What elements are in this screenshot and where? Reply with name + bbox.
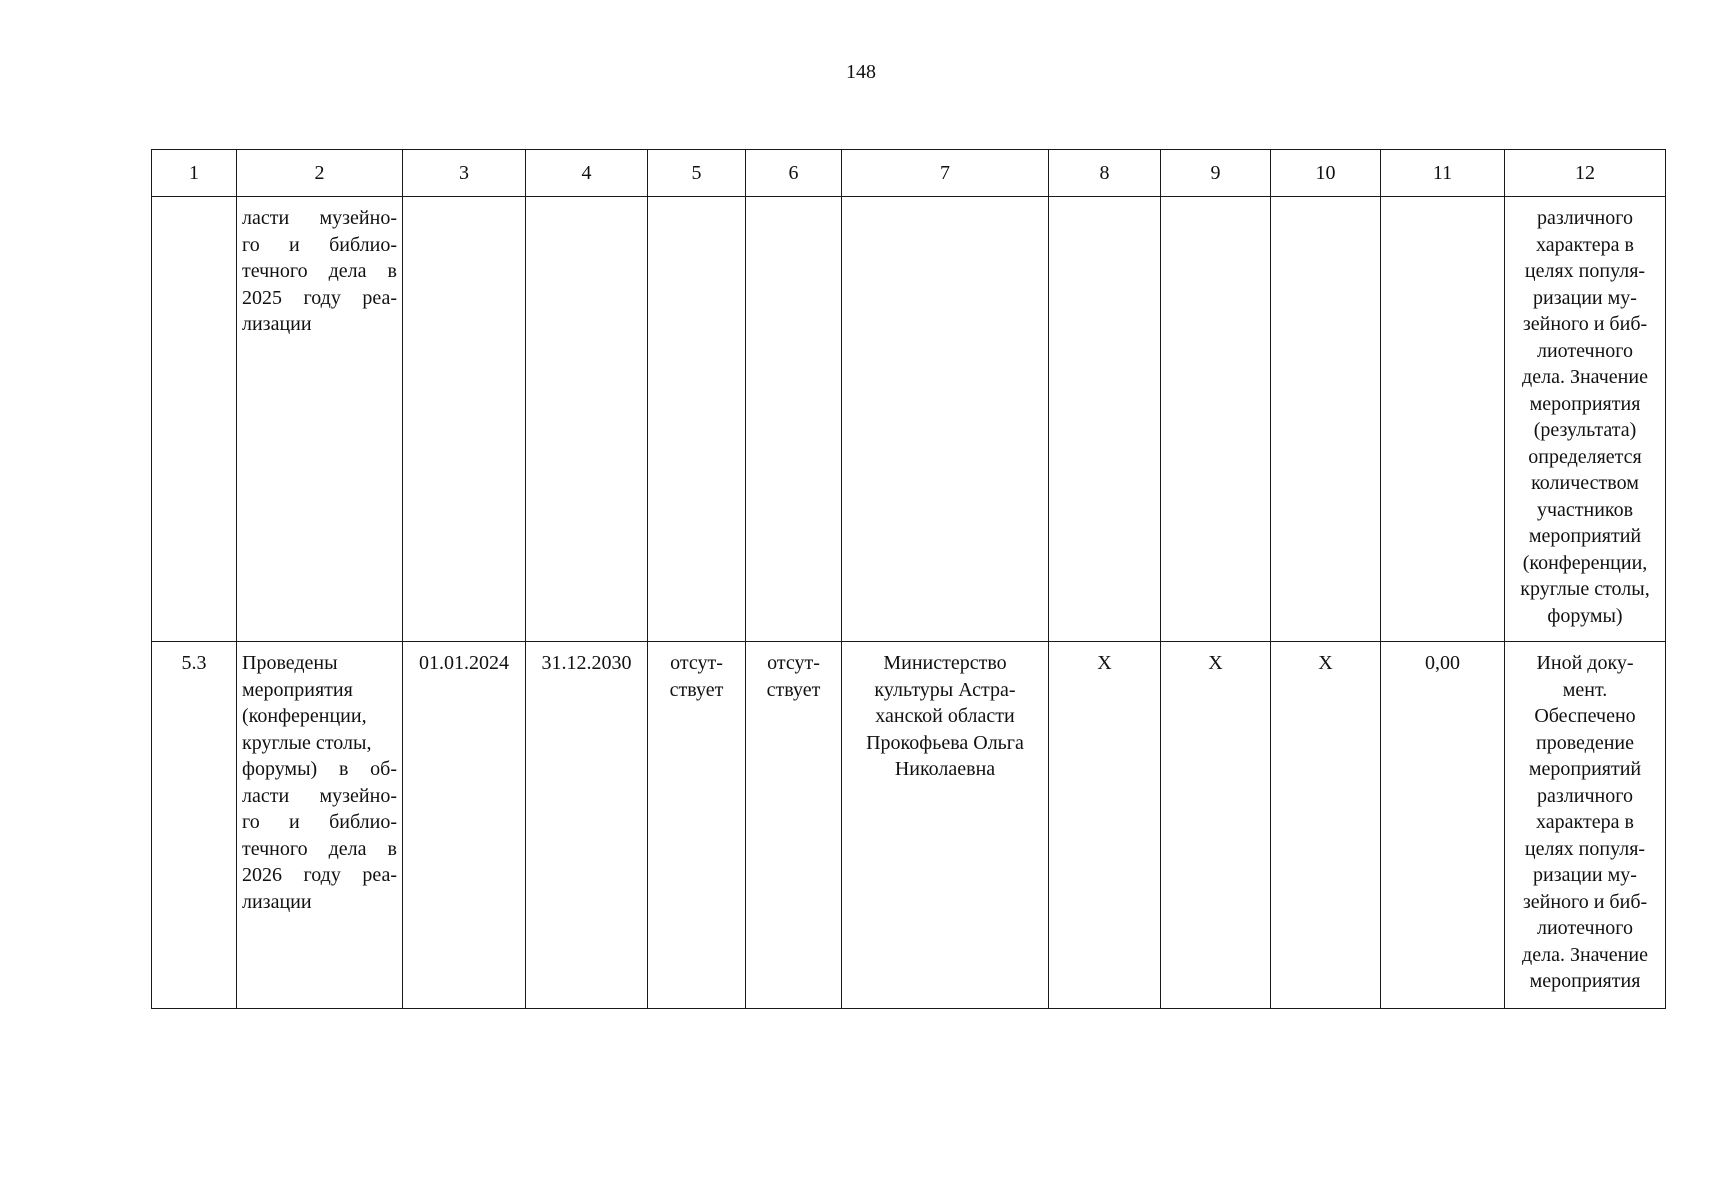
table-header-row xyxy=(152,150,1666,197)
text-line: различного xyxy=(1537,207,1633,229)
col9-value: Х xyxy=(1208,652,1223,674)
table-cell-start-date xyxy=(403,642,526,1009)
table-cell-empty xyxy=(152,197,237,642)
table-cell-empty xyxy=(1161,197,1271,642)
text-line: ласти музейно- xyxy=(242,207,397,229)
text-line: течного дела в xyxy=(242,837,397,860)
page-number: 148 xyxy=(846,61,876,83)
table-cell-responsible xyxy=(842,642,1049,1009)
text-line: характера в xyxy=(1536,811,1634,833)
text-line: ласти музейно- xyxy=(242,784,397,807)
table-header-cell: 6 xyxy=(746,150,842,197)
table-cell-name-continuation xyxy=(237,197,403,642)
data-table xyxy=(151,149,1666,1009)
table-header-cell: 12 xyxy=(1505,150,1666,197)
text-line: мероприятий xyxy=(1528,758,1642,780)
table-header-cell: 11 xyxy=(1381,150,1505,197)
table-cell-empty xyxy=(526,197,648,642)
table-header-cell: 2 xyxy=(237,150,403,197)
table-cell-empty xyxy=(1049,197,1161,642)
text-line: круглые столы, xyxy=(1520,578,1650,600)
col8-value: Х xyxy=(1097,652,1112,674)
text-line: форумы) xyxy=(1547,604,1623,627)
text-line: форумы) в об- xyxy=(242,758,397,780)
text-line: количеством xyxy=(1531,472,1639,494)
text-line: (конференции, xyxy=(242,705,367,727)
table-cell-empty xyxy=(1381,197,1505,642)
text-line: проведение xyxy=(1536,731,1634,754)
table-cell-col8 xyxy=(1049,642,1161,1009)
table-cell-col10 xyxy=(1271,642,1381,1009)
text-line: мероприятия xyxy=(242,678,353,701)
text-line: круглые столы, xyxy=(242,731,372,754)
row-number: 5.3 xyxy=(181,652,207,674)
text-line: ризации му- xyxy=(1533,864,1637,886)
text-line: течного дела в xyxy=(242,260,397,282)
text-line: (конференции, xyxy=(1522,551,1648,574)
col10-value: Х xyxy=(1318,652,1333,674)
table-cell-col11 xyxy=(1381,642,1505,1009)
text-line: характера в xyxy=(1536,233,1634,256)
table-header-cell: 3 xyxy=(403,150,526,197)
table-row-5-3 xyxy=(152,642,1666,1009)
table-header-cell: 9 xyxy=(1161,150,1271,197)
col11-value: 0,00 xyxy=(1425,652,1460,674)
table-cell-empty xyxy=(746,197,842,642)
table-header-cell: 7 xyxy=(842,150,1049,197)
table-cell-result-continuation xyxy=(1505,197,1666,642)
text-line: определяется xyxy=(1528,445,1642,468)
text-line: ризации му- xyxy=(1533,286,1637,309)
table-header-cell: 1 xyxy=(152,150,237,197)
text-line: мент. xyxy=(1562,678,1608,701)
text-line: Прокофьева Ольга xyxy=(866,731,1024,754)
text-line: Иной доку- xyxy=(1536,652,1634,674)
text-line: 2026 году реа- xyxy=(242,864,397,886)
text-line: го и библио- xyxy=(242,811,397,833)
text-line: Обеспечено xyxy=(1534,705,1636,727)
text-line: лизации xyxy=(242,313,312,335)
text-line: различного xyxy=(1537,784,1633,807)
text-line: лизации xyxy=(242,890,312,913)
table-cell-result xyxy=(1505,642,1666,1009)
text-line: отсут- xyxy=(670,652,723,674)
table-cell-empty xyxy=(1271,197,1381,642)
text-line: зейного и биб- xyxy=(1522,313,1648,335)
start-date: 01.01.2024 xyxy=(419,652,509,674)
text-line: ствует xyxy=(669,678,724,701)
text-line: целях популя- xyxy=(1524,837,1646,860)
text-line: зейного и биб- xyxy=(1522,890,1648,913)
table-header-cell: 8 xyxy=(1049,150,1161,197)
text-line: дела. Значение xyxy=(1522,943,1648,966)
end-date: 31.12.2030 xyxy=(541,652,632,674)
text-line: культуры Астра- xyxy=(874,678,1016,701)
text-line: ханской области xyxy=(875,705,1015,727)
text-line: (результата) xyxy=(1533,419,1637,441)
text-line: 2025 году реа- xyxy=(242,286,397,309)
text-line: лиотечного xyxy=(1536,339,1633,362)
table-cell-col5 xyxy=(648,642,746,1009)
text-line: ствует xyxy=(766,678,821,701)
table-cell-name xyxy=(237,642,403,1009)
table-cell-end-date xyxy=(526,642,648,1009)
table-cell-number xyxy=(152,642,237,1009)
table-header-cell: 5 xyxy=(648,150,746,197)
table-cell-col6 xyxy=(746,642,842,1009)
text-line: отсут- xyxy=(767,652,820,674)
table-row-continuation xyxy=(152,197,1666,642)
text-line: Проведены xyxy=(242,652,338,674)
text-line: го и библио- xyxy=(242,233,397,256)
text-line: мероприятий xyxy=(1528,525,1642,547)
text-line: лиотечного xyxy=(1536,917,1633,939)
table-cell-empty xyxy=(842,197,1049,642)
text-line: мероприятия xyxy=(1529,392,1641,415)
text-line: Николаевна xyxy=(894,758,996,780)
table-header-cell: 4 xyxy=(526,150,648,197)
text-line: дела. Значение xyxy=(1522,366,1648,388)
table-cell-empty xyxy=(648,197,746,642)
text-line: Министерство xyxy=(883,652,1007,674)
text-line: мероприятия xyxy=(1529,970,1641,992)
table-cell-col9 xyxy=(1161,642,1271,1009)
text-line: участников xyxy=(1536,498,1634,521)
text-line: целях популя- xyxy=(1524,260,1646,282)
table-header-cell: 10 xyxy=(1271,150,1381,197)
table-cell-empty xyxy=(403,197,526,642)
